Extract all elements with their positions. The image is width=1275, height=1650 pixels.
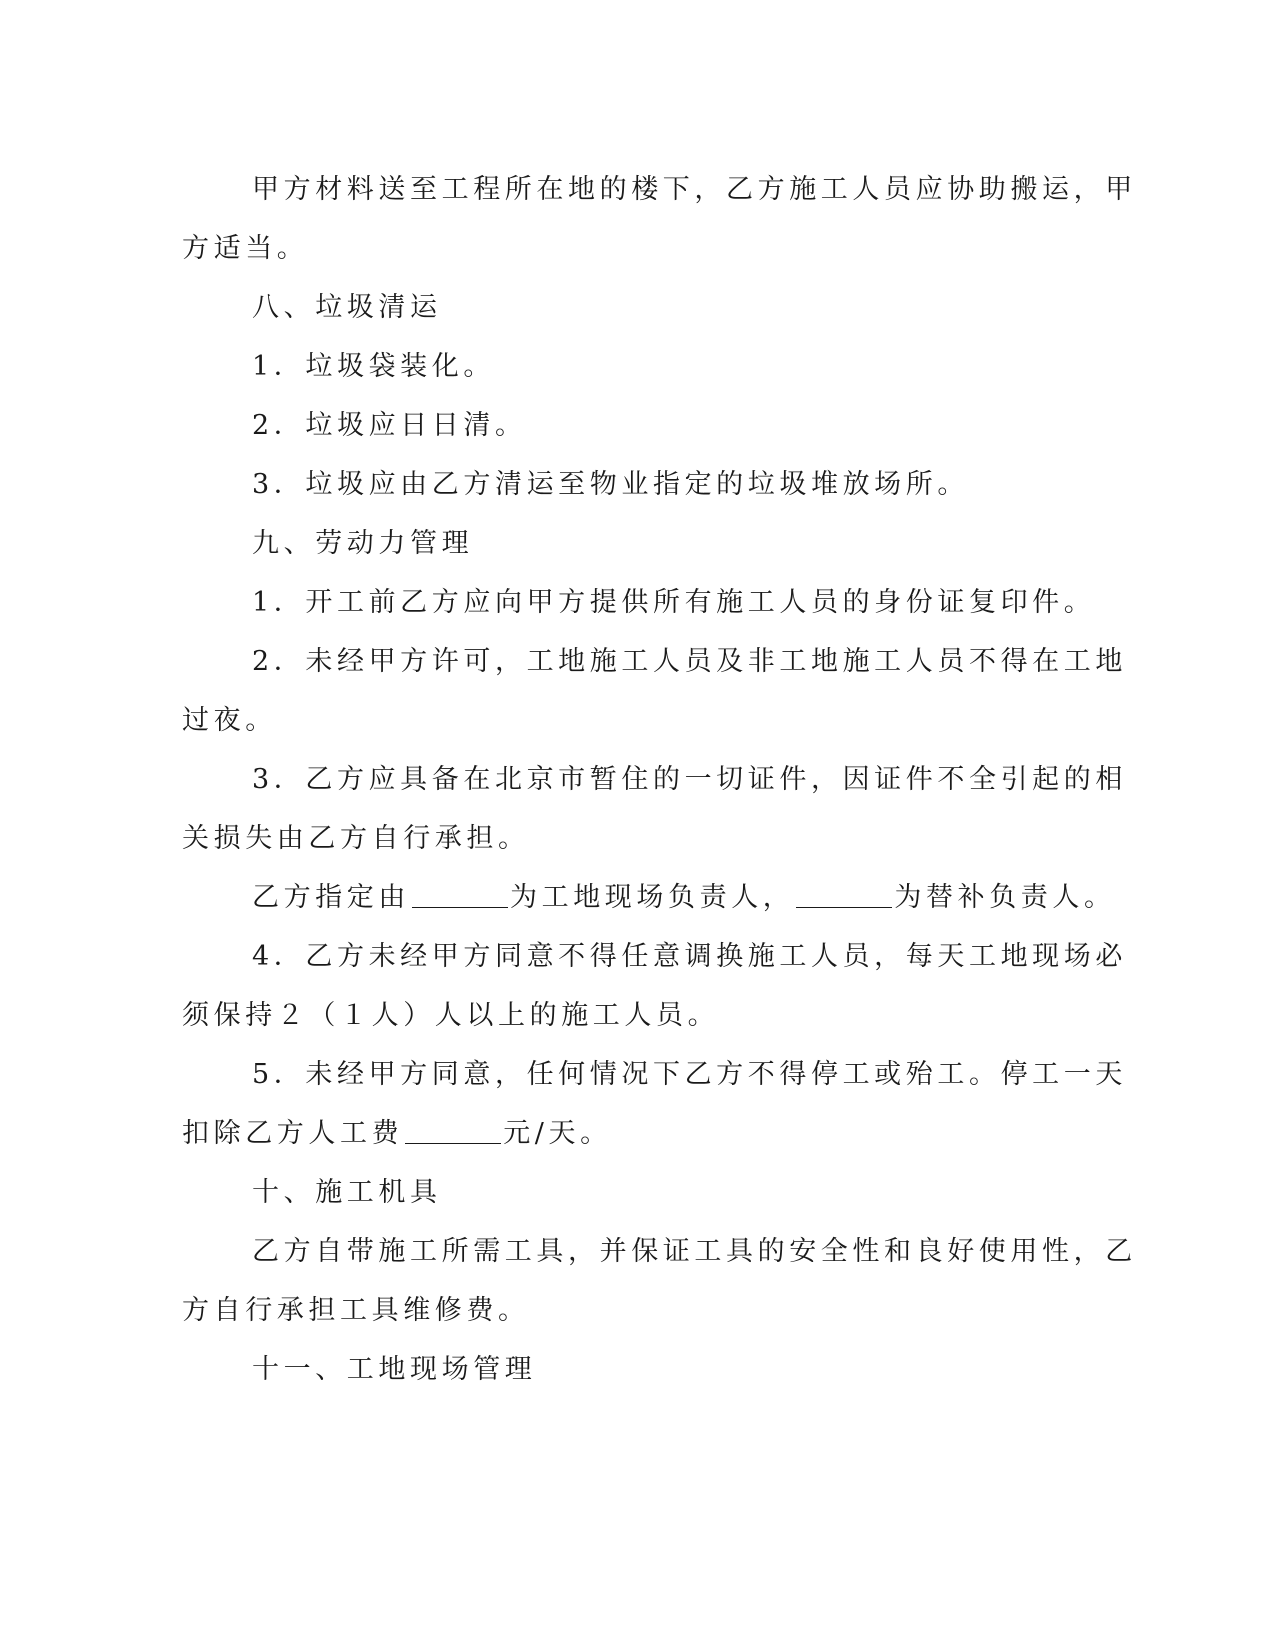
daily-deduction-blank[interactable] (405, 1119, 501, 1144)
responsible-text-1: 乙方指定由 (252, 882, 410, 913)
list-item-continuation: 关损失由乙方自行承担。 (182, 823, 530, 854)
list-item: 3．垃圾应由乙方清运至物业指定的垃圾堆放场所。 (252, 469, 969, 500)
section-heading-site-management: 十一、工地现场管理 (252, 1354, 537, 1385)
deduction-line (182, 1104, 1032, 1163)
deduction-text-2: 元/天。 (503, 1118, 612, 1149)
paragraph-line: 方自行承担工具维修费。 (182, 1295, 530, 1326)
responsible-text-3: 为替补负责人。 (894, 882, 1116, 913)
deduction-text-1: 扣除乙方人工费 (182, 1118, 404, 1149)
site-manager-blank[interactable] (412, 883, 508, 908)
section-heading-garbage: 八、垃圾清运 (252, 292, 442, 323)
list-item: 2．垃圾应日日清。 (252, 410, 527, 441)
list-item-continuation: 须保持２（１人）人以上的施工人员。 (182, 1000, 720, 1031)
paragraph-line: 方适当。 (182, 233, 309, 264)
list-item: 1．开工前乙方应向甲方提供所有施工人员的身份证复印件。 (252, 587, 1096, 618)
list-item-continuation: 过夜。 (182, 705, 277, 736)
document-body (182, 160, 1137, 1399)
section-heading-tools: 十、施工机具 (252, 1177, 442, 1208)
list-item: 3．乙方应具备在北京市暂住的一切证件，因证件不全引起的相 (252, 764, 1127, 795)
list-item: 4．乙方未经甲方同意不得任意调换施工人员，每天工地现场必 (252, 941, 1127, 972)
list-item: 1．垃圾袋装化。 (252, 351, 495, 382)
list-item: 2．未经甲方许可，工地施工人员及非工地施工人员不得在工地 (252, 646, 1127, 677)
deputy-manager-blank[interactable] (796, 883, 892, 908)
list-item: 5．未经甲方同意，任何情况下乙方不得停工或殆工。停工一天 (252, 1059, 1127, 1090)
paragraph-line: 甲方材料送至工程所在地的楼下，乙方施工人员应协助搬运，甲 (252, 174, 1137, 205)
responsible-text-2: 为工地现场负责人， (510, 882, 795, 913)
paragraph-line: 乙方自带施工所需工具，并保证工具的安全性和良好使用性，乙 (252, 1236, 1137, 1267)
responsible-person-line (182, 868, 1116, 927)
section-heading-labor: 九、劳动力管理 (252, 528, 474, 559)
